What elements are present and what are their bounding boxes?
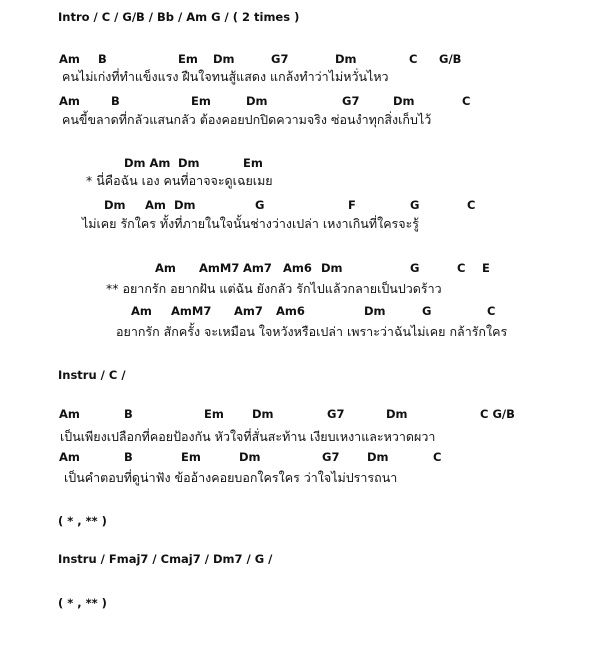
- chord: C: [433, 450, 442, 464]
- chord: Am: [131, 304, 152, 318]
- chord: G: [255, 198, 265, 212]
- chord: G7: [342, 94, 360, 108]
- chord: C: [457, 261, 466, 275]
- chord: Dm: [393, 94, 415, 108]
- chord: G7: [327, 407, 345, 421]
- chord: Am6: [283, 261, 312, 275]
- chord: Em: [243, 156, 263, 170]
- lyric-line: อยากรัก สักครั้ง จะเหมือน ใจหวังหรือเปล่า เพราะว่าฉันไม่เคย กล้ารักใคร: [116, 324, 508, 339]
- chord: Dm: [213, 52, 235, 66]
- chord: Am: [59, 52, 80, 66]
- chord: B: [124, 450, 133, 464]
- chord: Am7: [234, 304, 263, 318]
- chord: Am: [59, 450, 80, 464]
- chord: C: [487, 304, 496, 318]
- chord: Dm: [246, 94, 268, 108]
- chord: Em: [181, 450, 201, 464]
- chord: Dm: [104, 198, 126, 212]
- chord: Em: [204, 407, 224, 421]
- lyric-line: * นี่คือฉัน เอง คนที่อาจจะดูเฉยเมย: [86, 173, 273, 188]
- chord: B: [98, 52, 107, 66]
- chord: Dm: [174, 198, 196, 212]
- chord: B: [111, 94, 120, 108]
- chord: Dm: [321, 261, 343, 275]
- chord: G: [410, 261, 420, 275]
- chord: B: [124, 407, 133, 421]
- chord: G/B: [439, 52, 462, 66]
- chord: Dm: [364, 304, 386, 318]
- chord: Am6: [276, 304, 305, 318]
- chord: G: [410, 198, 420, 212]
- chord: C G/B: [480, 407, 515, 421]
- instrumental-line: Instru / Fmaj7 / Cmaj7 / Dm7 / G /: [58, 552, 273, 566]
- chord: Em: [178, 52, 198, 66]
- chord: Am: [59, 407, 80, 421]
- chord: Dm: [386, 407, 408, 421]
- repeat-marker: ( * , ** ): [58, 596, 107, 610]
- lyric-line: ไม่เคย รักใคร ทั้งที่ภายในใจนั้นช่างว่างเปล่า เหงาเกินที่ใครจะรู้: [82, 216, 420, 231]
- chord: Am: [145, 198, 166, 212]
- chord: Am: [59, 94, 80, 108]
- chord: AmM7: [171, 304, 212, 318]
- chord: Dm: [335, 52, 357, 66]
- lyric-line: เป็นคำตอบที่ดูน่าฟัง ข้ออ้างคอยบอกใครใคร ว่าใจไม่ปรารถนา: [64, 470, 398, 485]
- chord: C: [467, 198, 476, 212]
- chord: G: [422, 304, 432, 318]
- chord: Dm: [178, 156, 200, 170]
- repeat-marker: ( * , ** ): [58, 514, 107, 528]
- instrumental-line: Instru / C /: [58, 368, 126, 382]
- lyric-line: คนขี้ขลาดที่กลัวแสนกลัว ต้องคอยปกปิดความจริง ซ่อนงำทุกสิ่งเก็บไว้: [62, 112, 432, 127]
- lyric-line: เป็นเพียงเปลือกที่คอยป้องกัน หัวใจที่สั่นสะท้าน เงียบเหงาและหวาดผวา: [60, 429, 436, 444]
- chord: G7: [322, 450, 340, 464]
- chord: F: [348, 198, 356, 212]
- chord: Am: [155, 261, 176, 275]
- chord: Am7: [243, 261, 272, 275]
- chord: C: [409, 52, 418, 66]
- chord: Dm: [367, 450, 389, 464]
- chord: Dm Am: [124, 156, 171, 170]
- chord: Dm: [239, 450, 261, 464]
- chord: E: [482, 261, 490, 275]
- chord: G7: [271, 52, 289, 66]
- lyric-line: ** อยากรัก อยากฝัน แต่ฉัน ยังกลัว รักไปแล้วกลายเป็นปวดร้าว: [106, 281, 442, 296]
- lyric-line: คนไม่เก่งที่ทำแข็งแรง ฝืนใจทนสู้แสดง แกล้งทำว่าไม่หวั่นไหว: [62, 69, 389, 84]
- chord: Em: [191, 94, 211, 108]
- chord: AmM7: [199, 261, 240, 275]
- chord: Dm: [252, 407, 274, 421]
- intro-line: Intro / C / G/B / Bb / Am G / ( 2 times ): [58, 10, 300, 24]
- chord: C: [462, 94, 471, 108]
